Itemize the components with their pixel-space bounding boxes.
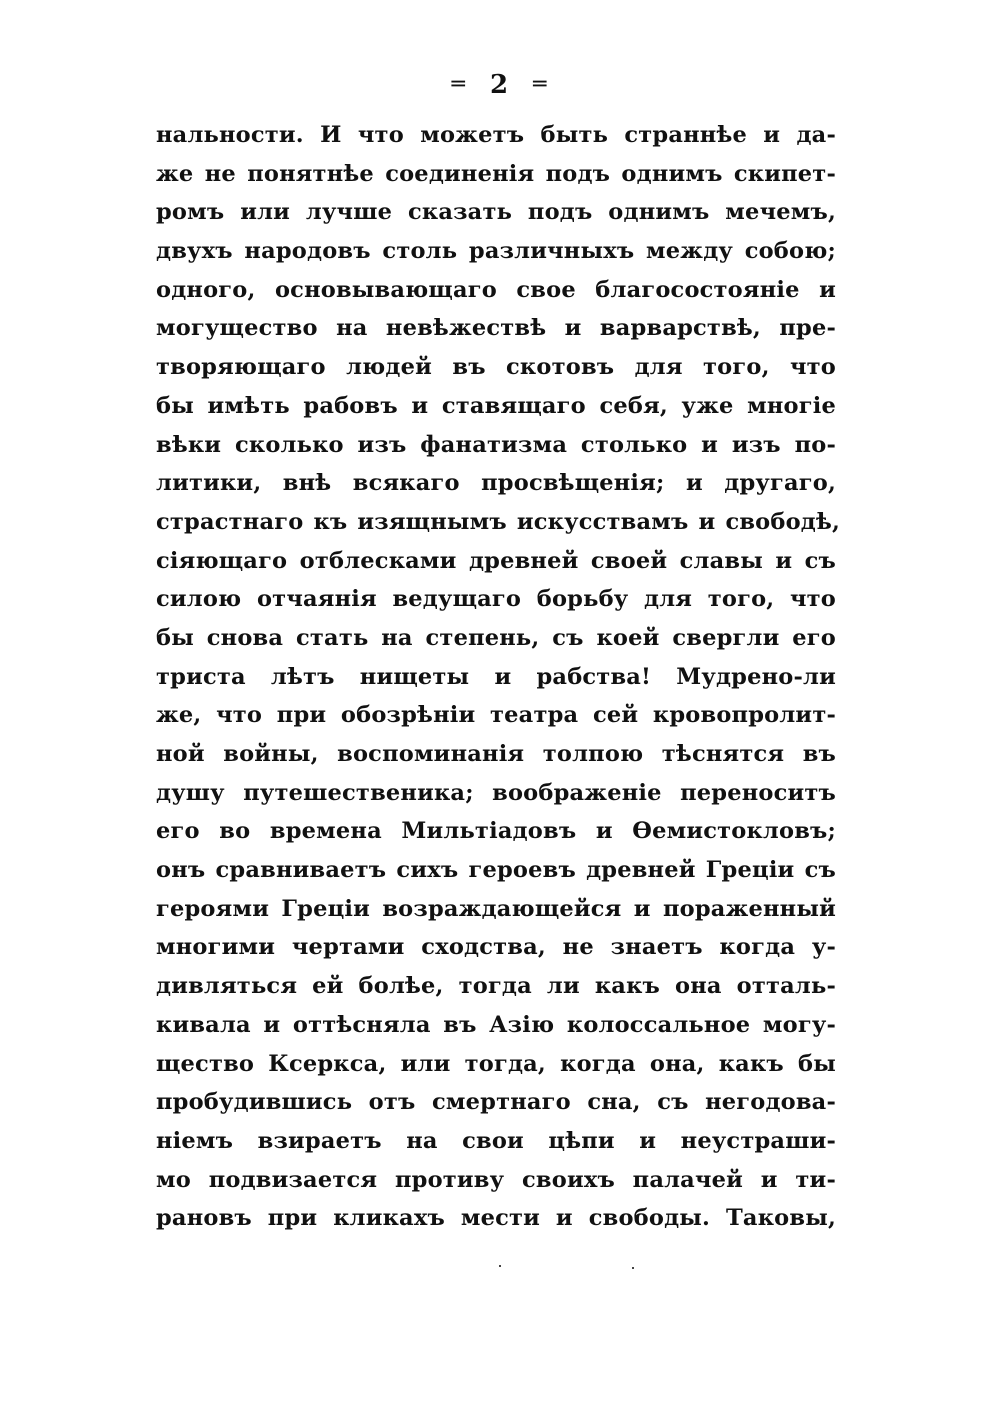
text-line: кивала и оттѣсняла въ Азію колоссальное могу- bbox=[156, 1011, 836, 1038]
scan-speck bbox=[632, 1267, 634, 1269]
text-line: онъ сравниваетъ сихъ героевъ древней Греціи съ bbox=[156, 857, 836, 884]
text-line: многими чертами сходства, не знаетъ когда у- bbox=[156, 934, 836, 961]
text-line: пробудившись отъ смертнаго сна, съ негодова- bbox=[156, 1089, 836, 1116]
text-line: бы имѣть рабовъ и ставящаго себя, уже многіе bbox=[156, 392, 836, 419]
text-line: ной войны, воспоминанія толпою тѣснятся въ bbox=[156, 741, 836, 767]
text-line: силою отчаянія ведущаго борьбу для того, что bbox=[156, 586, 836, 613]
scan-speck bbox=[499, 1265, 501, 1267]
text-line: бы снова стать на степень, съ коей свергли его bbox=[156, 624, 836, 651]
header-ornament-right: ═ bbox=[533, 71, 549, 97]
page-number: 2 bbox=[489, 70, 511, 100]
text-line: сіяющаго отблесками древней своей славы и съ bbox=[156, 547, 836, 574]
text-line: творяющаго людей въ скотовъ для того, что bbox=[156, 354, 836, 381]
text-line: его во времена Мильтіадовъ и Ѳемистокловъ; bbox=[156, 818, 836, 845]
body-text bbox=[156, 116, 841, 1238]
text-line: душу путешественика; воображеніе переноситъ bbox=[156, 779, 836, 806]
text-line: же, что при обозрѣніи театра сей кровопролит- bbox=[156, 702, 836, 729]
text-line: страстнаго къ изящнымъ искусствамъ и свободѣ, bbox=[156, 508, 841, 535]
text-line: вѣки сколько изъ фанатизма столько и изъ по- bbox=[156, 431, 836, 458]
text-line: ніемъ взираетъ на свои цѣпи и неустраши- bbox=[156, 1127, 836, 1154]
text-line: двухъ народовъ столь различныхъ между собою; bbox=[156, 238, 836, 265]
header-ornament-left: ═ bbox=[451, 71, 467, 97]
text-line: же не понятнѣе соединенія подъ однимъ скипет- bbox=[156, 160, 836, 187]
text-line: триста лѣтъ нищеты и рабства! Мудрено-ли bbox=[156, 663, 836, 690]
text-line: рановъ при кликахъ мести и свободы. Таковы, bbox=[156, 1205, 836, 1232]
page-header bbox=[0, 70, 1000, 100]
text-line: ромъ или лучше сказать подъ однимъ мечемъ, bbox=[156, 199, 836, 226]
text-line: щество Ксеркса, или тогда, когда она, какъ бы bbox=[156, 1050, 836, 1077]
text-line: нальности. И что можетъ быть страннѣе и да- bbox=[156, 122, 836, 148]
text-line: литики, внѣ всякаго просвѣщенія; и другаго, bbox=[156, 470, 836, 497]
text-line: одного, основывающаго свое благосостояніе и bbox=[156, 276, 836, 303]
text-line: дивляться ей болѣе, тогда ли какъ она отталь- bbox=[156, 973, 836, 1000]
text-line: героями Греціи возраждающейся и пораженный bbox=[156, 895, 836, 922]
text-line: могущество на невѣжествѣ и варварствѣ, пре- bbox=[156, 315, 836, 342]
text-line: мо подвизается противу своихъ палачей и ти- bbox=[156, 1166, 836, 1193]
